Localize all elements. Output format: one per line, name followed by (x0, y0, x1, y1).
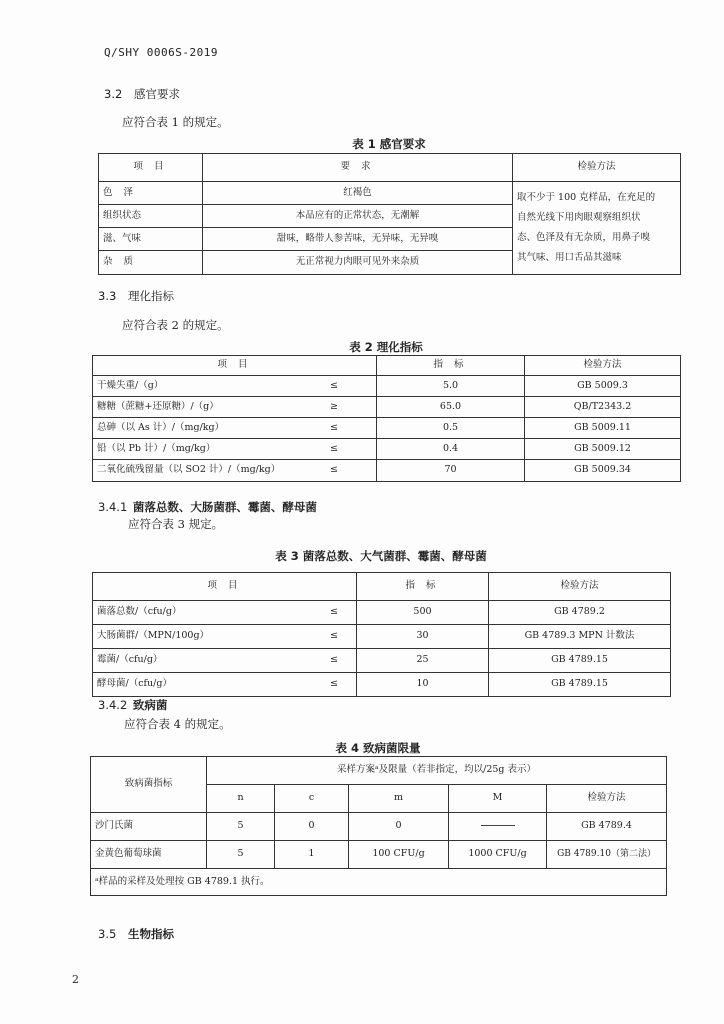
comparison-symbol: ≤ (330, 606, 338, 618)
table-row (93, 649, 671, 673)
section-3-4-1-text: 应符合表 3 规定。 (128, 517, 224, 531)
cell-value: 0.4 (377, 439, 525, 460)
cell-value: 500 (357, 601, 489, 625)
item-label: 总砷（以 As 计）/（mg/kg） (97, 421, 225, 433)
table4-footnote: ᵃ样品的采样及处理按 GB 4789.1 执行。 (91, 869, 667, 896)
table1 (98, 153, 681, 275)
cell-m: 100 CFU/g (349, 841, 449, 869)
section-3-3-heading (98, 288, 174, 304)
table2 (92, 355, 681, 482)
document-code: Q/SHY 0006S-2019 (104, 46, 218, 59)
cell-item: 色 泽 (99, 182, 203, 205)
cell-item: 组织状态 (99, 205, 203, 228)
item-label: 二氧化硫残留量（以 SO2 计）/（mg/kg） (97, 464, 281, 476)
table-row (93, 376, 681, 397)
table-row (91, 841, 667, 869)
item-label: 酵母菌/（cfu/g） (97, 678, 172, 690)
cell-item: 杂 质 (99, 251, 203, 275)
cell-requirement: 甜味，略带人参苦味，无异味，无异嗅 (203, 228, 513, 251)
header-method: 检验方法 (513, 154, 681, 182)
item-label: 霉菌/（cfu/g） (97, 654, 163, 666)
comparison-symbol: ≤ (330, 442, 338, 454)
comparison-symbol: ≤ (330, 654, 338, 666)
section-number: 3.5 (98, 927, 117, 941)
section-3-2-heading (104, 86, 180, 102)
cell-item (93, 625, 357, 649)
table1-caption: 表 1 感官要求 (352, 137, 426, 151)
cell-method: GB 5009.11 (525, 418, 681, 439)
table-row (93, 439, 681, 460)
header-item: 项 目 (93, 573, 357, 601)
header-m: m (349, 785, 449, 813)
comparison-symbol: ≤ (330, 379, 338, 391)
cell-M (449, 813, 547, 841)
cell-method: GB 4789.4 (547, 813, 667, 841)
header-method: 检验方法 (547, 785, 667, 813)
table4 (90, 756, 667, 896)
header-item: 项 目 (99, 154, 203, 182)
table-header-row (93, 356, 681, 376)
cell-method (513, 182, 681, 275)
cell-value: 5.0 (377, 376, 525, 397)
section-3-4-2-heading (98, 697, 167, 713)
header-indicator: 致病菌指标 (91, 757, 207, 813)
section-number: 3.4.1 (98, 500, 128, 514)
header-requirement: 要 求 (203, 154, 513, 182)
comparison-symbol: ≤ (330, 678, 338, 690)
item-label: 菌落总数/（cfu/g） (97, 606, 182, 618)
section-3-4-2-text: 应符合表 4 的规定。 (124, 717, 231, 731)
table3-caption: 表 3 菌落总数、大气菌群、霉菌、酵母菌 (275, 549, 487, 563)
table-row (99, 182, 681, 205)
section-3-5-heading (98, 926, 174, 942)
section-3-4-1-heading (98, 499, 317, 515)
cell-requirement: 无正常视力肉眼可见外来杂质 (203, 251, 513, 275)
cell-n: 5 (207, 841, 275, 869)
page-number: 2 (72, 973, 79, 986)
comparison-symbol: ≤ (330, 421, 338, 433)
comparison-symbol: ≤ (330, 630, 338, 642)
cell-method: GB 5009.34 (525, 460, 681, 482)
table2-caption: 表 2 理化指标 (349, 340, 423, 354)
table-row (93, 397, 681, 418)
section-title: 生物指标 (127, 927, 174, 941)
cell-value: 25 (357, 649, 489, 673)
item-label: 干燥失重/（g） (97, 379, 164, 391)
cell-method: GB 4789.3 MPN 计数法 (489, 625, 671, 649)
cell-value: 0.5 (377, 418, 525, 439)
cell-value: 65.0 (377, 397, 525, 418)
header-c: c (275, 785, 349, 813)
cell-item (93, 397, 377, 418)
cell-method: GB 4789.10（第二法） (547, 841, 667, 869)
cell-item (93, 376, 377, 397)
method-line: 取不少于 100 克样品，在充足的 (517, 192, 656, 204)
cell-value: 30 (357, 625, 489, 649)
section-title: 感官要求 (133, 87, 180, 101)
section-3-2-text: 应符合表 1 的规定。 (122, 115, 229, 129)
cell-requirement: 红褐色 (203, 182, 513, 205)
cell-item (93, 601, 357, 625)
table-row (91, 813, 667, 841)
method-line: 态、色泽及有无杂质，用鼻子嗅 (517, 232, 651, 243)
cell-n: 5 (207, 813, 275, 841)
item-label: 铅（以 Pb 计）/（mg/kg） (97, 442, 216, 454)
table4-caption: 表 4 致病菌限量 (335, 741, 421, 755)
section-title: 理化指标 (127, 289, 174, 303)
dash-mark (481, 825, 515, 826)
cell-m: 0 (349, 813, 449, 841)
cell-M: 1000 CFU/g (449, 841, 547, 869)
cell-c: 1 (275, 841, 349, 869)
header-method: 检验方法 (525, 356, 681, 376)
cell-method: GB 4789.15 (489, 673, 671, 697)
table-header-row (99, 154, 681, 182)
cell-item (93, 673, 357, 697)
cell-item (93, 439, 377, 460)
cell-method: GB 5009.12 (525, 439, 681, 460)
header-plan: 采样方案ᵃ及限量（若非指定，均以/25g 表示） (207, 757, 667, 785)
table-row (93, 601, 671, 625)
section-number: 3.3 (98, 289, 117, 303)
table-row (93, 625, 671, 649)
cell-c: 0 (275, 813, 349, 841)
section-title: 菌落总数、大肠菌群、霉菌、酵母菌 (132, 500, 317, 514)
header-index: 指 标 (377, 356, 525, 376)
cell-item (93, 460, 377, 482)
table-row (93, 418, 681, 439)
cell-item (93, 418, 377, 439)
table-row (93, 460, 681, 482)
table-header-row (91, 757, 667, 785)
cell-value: 10 (357, 673, 489, 697)
section-title: 致病菌 (132, 698, 168, 712)
cell-method: QB/T2343.2 (525, 397, 681, 418)
cell-name: 沙门氏菌 (91, 813, 207, 841)
table-header-row (93, 573, 671, 601)
method-line: 自然光线下用肉眼观察组织状 (517, 212, 641, 224)
cell-item: 滋、气味 (99, 228, 203, 251)
header-M: M (449, 785, 547, 813)
cell-name: 金黄色葡萄球菌 (91, 841, 207, 869)
table-row (93, 673, 671, 697)
cell-value: 70 (377, 460, 525, 482)
header-index: 指 标 (357, 573, 489, 601)
table3 (92, 572, 671, 697)
header-item: 项 目 (93, 356, 377, 376)
section-3-3-text: 应符合表 2 的规定。 (122, 318, 229, 332)
cell-method: GB 4789.15 (489, 649, 671, 673)
header-method: 检验方法 (489, 573, 671, 601)
header-n: n (207, 785, 275, 813)
cell-requirement: 本品应有的正常状态，无潮解 (203, 205, 513, 228)
comparison-symbol: ≤ (330, 464, 338, 476)
section-number: 3.4.2 (98, 698, 128, 712)
cell-item (93, 649, 357, 673)
table-footnote-row (91, 869, 667, 896)
cell-method: GB 5009.3 (525, 376, 681, 397)
item-label: 糖糖（蔗糖+还原糖）/（g） (97, 400, 219, 412)
section-number: 3.2 (104, 87, 123, 101)
comparison-symbol: ≥ (330, 400, 338, 412)
cell-method: GB 4789.2 (489, 601, 671, 625)
item-label: 大肠菌群/（MPN/100g） (97, 630, 210, 642)
method-line: 其气味、用口舌品其滋味 (517, 251, 622, 263)
